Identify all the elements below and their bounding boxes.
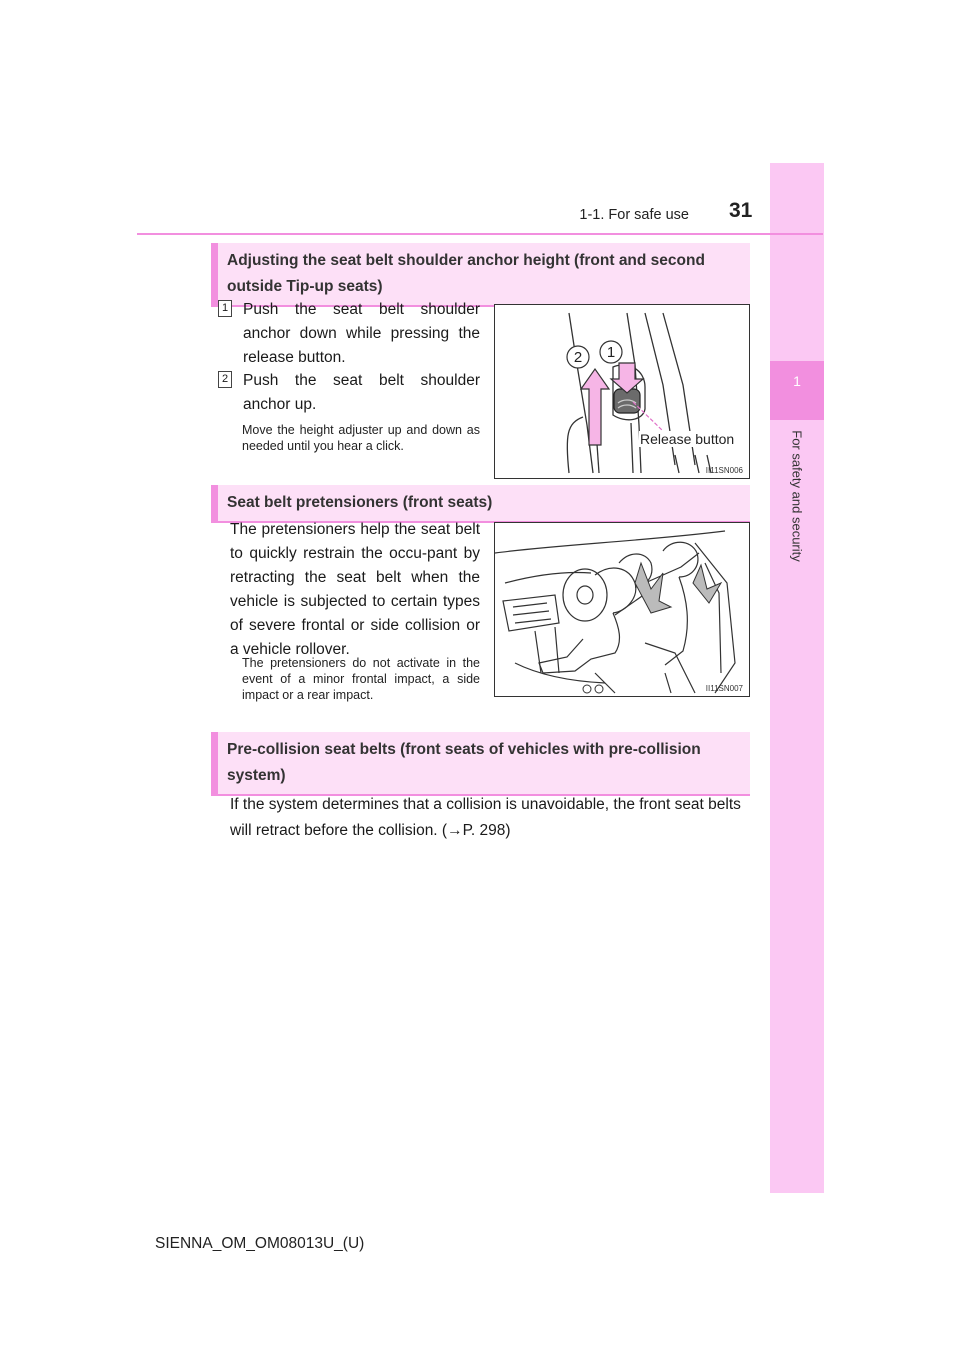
chapter-number-box xyxy=(770,361,824,420)
step-text: Push the seat belt shoulder anchor down while pressing the release button. xyxy=(243,301,480,366)
note-height-adjuster: Move the height adjuster up and down as needed until you hear a click. xyxy=(242,423,480,453)
step-number-badge: 2 xyxy=(218,371,232,388)
section-heading-pre-collision: Pre-collision seat belts (front seats of vehicles with pre-collision system) xyxy=(211,732,750,796)
step-text: Push the seat belt shoulder anchor up. xyxy=(243,372,480,413)
pretensioner-illustration xyxy=(495,523,750,697)
document-footer-code: SIENNA_OM_OM08013U_(U) xyxy=(155,1235,365,1252)
chapter-title: For safety and security xyxy=(789,430,805,562)
chapter-number: 1 xyxy=(793,373,801,389)
press-arrow-icon xyxy=(611,363,643,393)
figure-code: II11SN006 xyxy=(705,466,743,475)
shoulder-anchor-illustration xyxy=(495,305,750,479)
figure-pretensioner xyxy=(494,522,750,697)
impact-burst-shape xyxy=(635,563,671,613)
release-button-leader-line xyxy=(633,402,663,431)
page-number: 31 xyxy=(729,199,753,222)
push-up-arrow-icon xyxy=(581,369,609,445)
step-1 xyxy=(218,298,480,370)
header-rule xyxy=(137,233,823,235)
step-2 xyxy=(218,369,480,417)
callout-2-number: 2 xyxy=(573,349,583,366)
callout-1-number: 1 xyxy=(606,344,616,361)
section-heading-pretensioners: Seat belt pretensioners (front seats) xyxy=(211,485,750,523)
figure-code: II11SN007 xyxy=(705,684,743,693)
note-pretensioner-activation: The pretensioners do not activate in the event of a minor frontal impact, a side impact or a rear impact. xyxy=(242,656,480,702)
pre-collision-description: If the system determines that a collision is unavoidable, the front seat belts will retract before the collision. (→P. 298) xyxy=(230,796,741,839)
figure-shoulder-anchor xyxy=(494,304,750,479)
chapter-side-tab xyxy=(770,163,824,1193)
section-heading-shoulder-anchor: Adjusting the seat belt shoulder anchor height (front and second outside Tip-up seats) xyxy=(211,243,750,307)
release-button-label: Release button xyxy=(640,431,735,447)
pretensioner-description: The pretensioners help the seat belt to quickly restrain the occu-pant by retracting the seat belt when the vehicle is subjected to certain types of severe frontal or side collision or a vehicle rollover. xyxy=(230,521,480,658)
running-header-section: 1-1. For safe use xyxy=(579,207,689,223)
step-number-badge: 1 xyxy=(218,300,232,317)
